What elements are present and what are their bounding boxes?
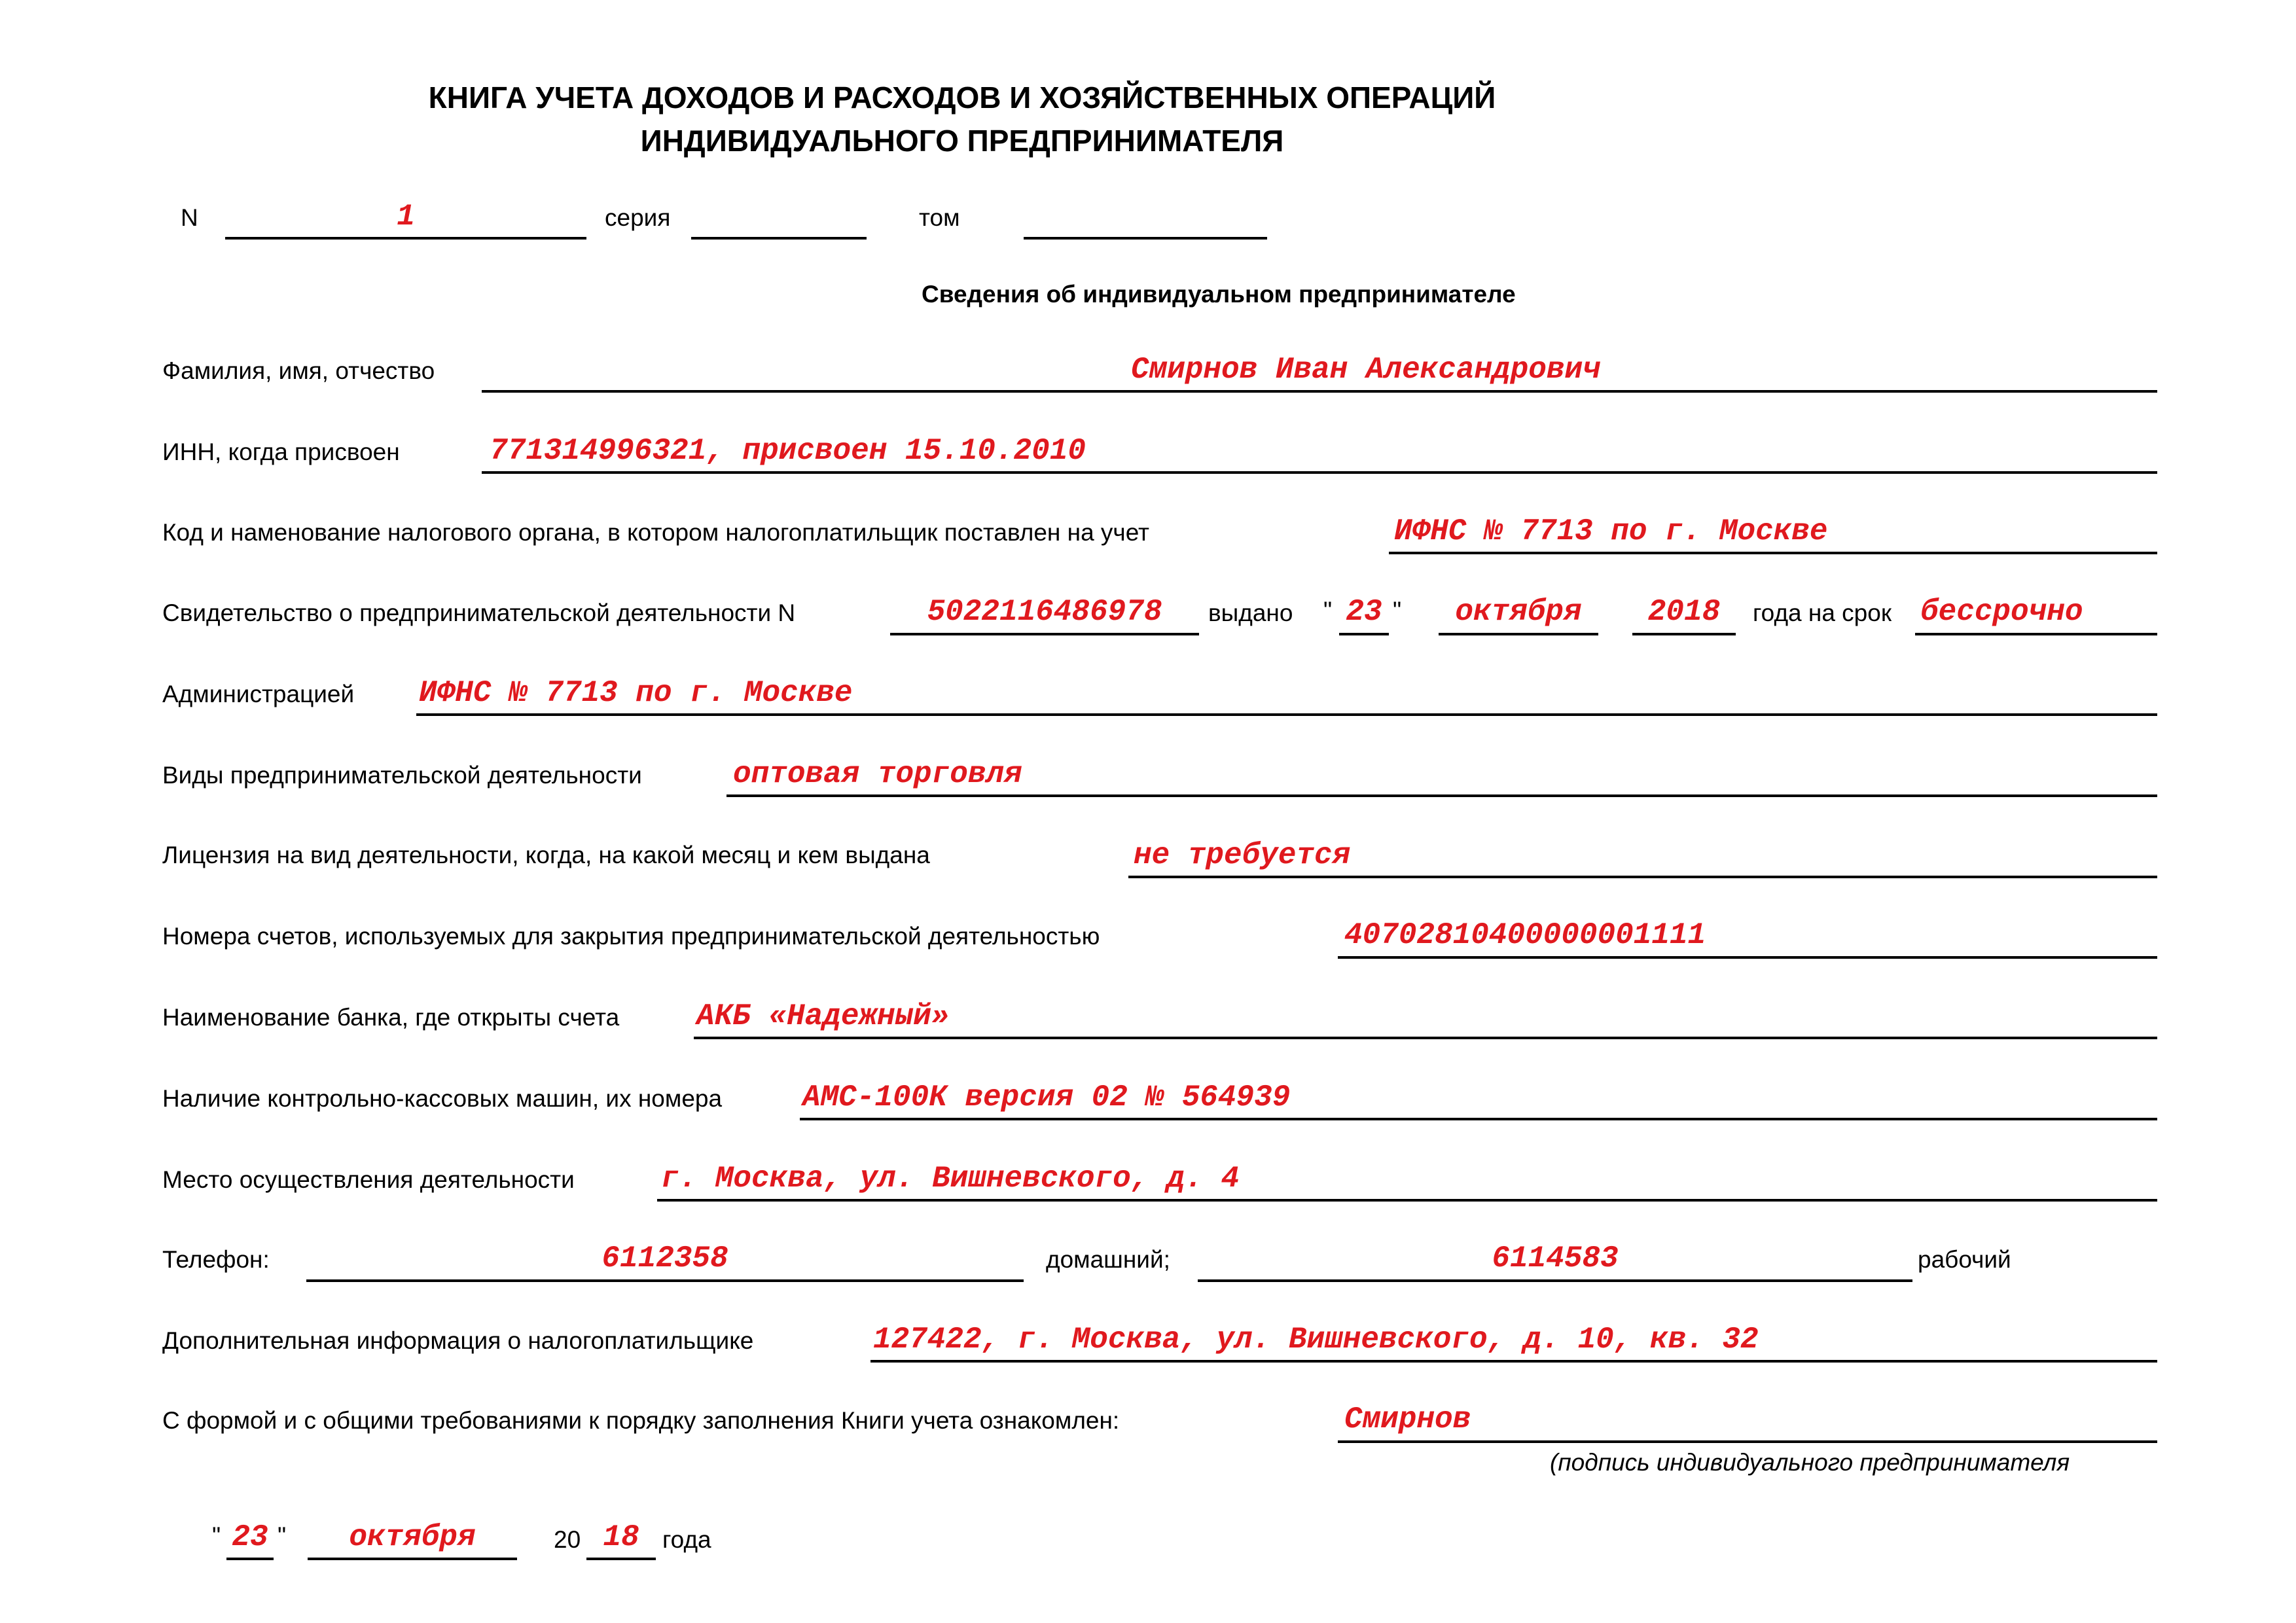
license-underline bbox=[1128, 876, 2157, 878]
location-underline bbox=[657, 1199, 2157, 1202]
administration-field[interactable]: ИФНС № 7713 по г. Москве bbox=[419, 676, 853, 710]
additional-info-label: Дополнительная информация о налогоплатильщике bbox=[162, 1327, 754, 1354]
footer-year-field[interactable]: 18 bbox=[603, 1520, 639, 1554]
cash-registers-field[interactable]: АМС-100К версия 02 № 564939 bbox=[802, 1080, 1291, 1115]
footer-month-underline bbox=[308, 1558, 517, 1560]
phone-work-underline bbox=[1198, 1279, 1912, 1282]
signature-underline bbox=[1338, 1440, 2157, 1443]
number-label: N bbox=[181, 204, 198, 231]
bank-underline bbox=[694, 1037, 2157, 1039]
footer-month-field[interactable]: октября bbox=[349, 1520, 476, 1554]
administration-underline bbox=[416, 713, 2157, 716]
accounts-underline bbox=[1338, 956, 2157, 959]
number-field[interactable]: 1 bbox=[397, 200, 415, 234]
phone-home-underline bbox=[306, 1279, 1024, 1282]
footer-day-underline bbox=[226, 1558, 274, 1560]
form-title-line2: ИНДИВИДУАЛЬНОГО ПРЕДПРИНИМАТЕЛЯ bbox=[640, 124, 1284, 158]
footer-quote-close: " bbox=[278, 1522, 287, 1549]
accounts-label: Номера счетов, используемых для закрытия предпринимательской деятельностью bbox=[162, 923, 1100, 950]
footer-century: 20 bbox=[554, 1526, 581, 1553]
tax-office-underline bbox=[1389, 552, 2157, 554]
fio-underline bbox=[482, 390, 2157, 393]
certificate-day-field[interactable]: 23 bbox=[1346, 595, 1382, 629]
certificate-term-field[interactable]: бессрочно bbox=[1920, 595, 2083, 629]
bank-label: Наименование банка, где открыты счета bbox=[162, 1004, 620, 1031]
phone-label: Телефон: bbox=[162, 1246, 270, 1273]
tax-office-label: Код и наменование налогового органа, в котором налогоплатильщик поставлен на учет bbox=[162, 519, 1150, 546]
tax-office-field[interactable]: ИФНС № 7713 по г. Москве bbox=[1394, 514, 1828, 548]
fio-label: Фамилия, имя, отчество bbox=[162, 357, 435, 384]
footer-year-suffix: года bbox=[662, 1526, 711, 1553]
issued-quote-close: " bbox=[1393, 597, 1402, 624]
series-underline bbox=[691, 237, 867, 240]
additional-info-field[interactable]: 127422, г. Москва, ул. Вишневского, д. 10, кв. 32 bbox=[873, 1323, 1759, 1357]
acknowledgement-label: С формой и с общими требованиями к порядку заполнения Книги учета ознакомлен: bbox=[162, 1407, 1120, 1434]
term-label: года на срок bbox=[1753, 599, 1892, 626]
series-label: серия bbox=[605, 204, 671, 231]
footer-year-underline bbox=[586, 1558, 656, 1560]
bank-field[interactable]: АКБ «Надежный» bbox=[696, 999, 950, 1033]
activity-types-underline bbox=[726, 794, 2157, 797]
administration-label: Администрацией bbox=[162, 681, 355, 707]
certificate-number-field[interactable]: 5022116486978 bbox=[927, 595, 1162, 629]
phone-home-label: домашний; bbox=[1046, 1246, 1170, 1273]
additional-info-underline bbox=[870, 1360, 2157, 1363]
phone-work-field[interactable]: 6114583 bbox=[1492, 1241, 1619, 1275]
activity-types-field[interactable]: оптовая торговля bbox=[733, 757, 1022, 791]
footer-day-field[interactable]: 23 bbox=[232, 1520, 268, 1554]
inn-field[interactable]: 771314996321, присвоен 15.10.2010 bbox=[490, 434, 1086, 468]
certificate-day-underline bbox=[1339, 633, 1389, 635]
phone-home-field[interactable]: 6112358 bbox=[601, 1241, 728, 1275]
license-field[interactable]: не требуется bbox=[1134, 838, 1351, 872]
inn-label: ИНН, когда присвоен bbox=[162, 438, 400, 465]
signature-caption: (подпись индивидуального предпринимателя bbox=[1550, 1449, 2070, 1476]
volume-underline bbox=[1024, 237, 1267, 240]
issued-quote-open: " bbox=[1323, 597, 1333, 624]
issued-label: выдано bbox=[1208, 599, 1293, 626]
location-field[interactable]: г. Москва, ул. Вишневского, д. 4 bbox=[661, 1162, 1240, 1196]
certificate-year-field[interactable]: 2018 bbox=[1647, 595, 1721, 629]
certificate-month-underline bbox=[1439, 633, 1598, 635]
number-underline bbox=[225, 237, 586, 240]
certificate-label: Свидетельство о предпринимательской деятельности N bbox=[162, 599, 796, 626]
accounts-field[interactable]: 40702810400000001111 bbox=[1344, 918, 1706, 952]
cash-registers-underline bbox=[800, 1118, 2157, 1120]
certificate-term-underline bbox=[1915, 633, 2157, 635]
footer-quote-open: " bbox=[212, 1522, 221, 1549]
certificate-number-underline bbox=[890, 633, 1199, 635]
cash-registers-label: Наличие контрольно-кассовых машин, их номера bbox=[162, 1085, 723, 1112]
volume-label: том bbox=[919, 204, 960, 231]
inn-underline bbox=[482, 471, 2157, 474]
signature-field[interactable]: Смирнов bbox=[1344, 1402, 1471, 1436]
section-title: Сведения об индивидуальном предпринимателе bbox=[922, 281, 1516, 308]
fio-field[interactable]: Смирнов Иван Александрович bbox=[1131, 353, 1601, 387]
phone-work-label: рабочий bbox=[1918, 1246, 2011, 1273]
location-label: Место осуществления деятельности bbox=[162, 1166, 575, 1193]
certificate-month-field[interactable]: октября bbox=[1455, 595, 1582, 629]
license-label: Лицензия на вид деятельности, когда, на какой месяц и кем выдана bbox=[162, 842, 930, 868]
certificate-year-underline bbox=[1632, 633, 1736, 635]
activity-types-label: Виды предпринимательской деятельности bbox=[162, 762, 642, 789]
form-title-line1: КНИГА УЧЕТА ДОХОДОВ И РАСХОДОВ И ХОЗЯЙСТВЕННЫХ ОПЕРАЦИЙ bbox=[428, 80, 1496, 115]
